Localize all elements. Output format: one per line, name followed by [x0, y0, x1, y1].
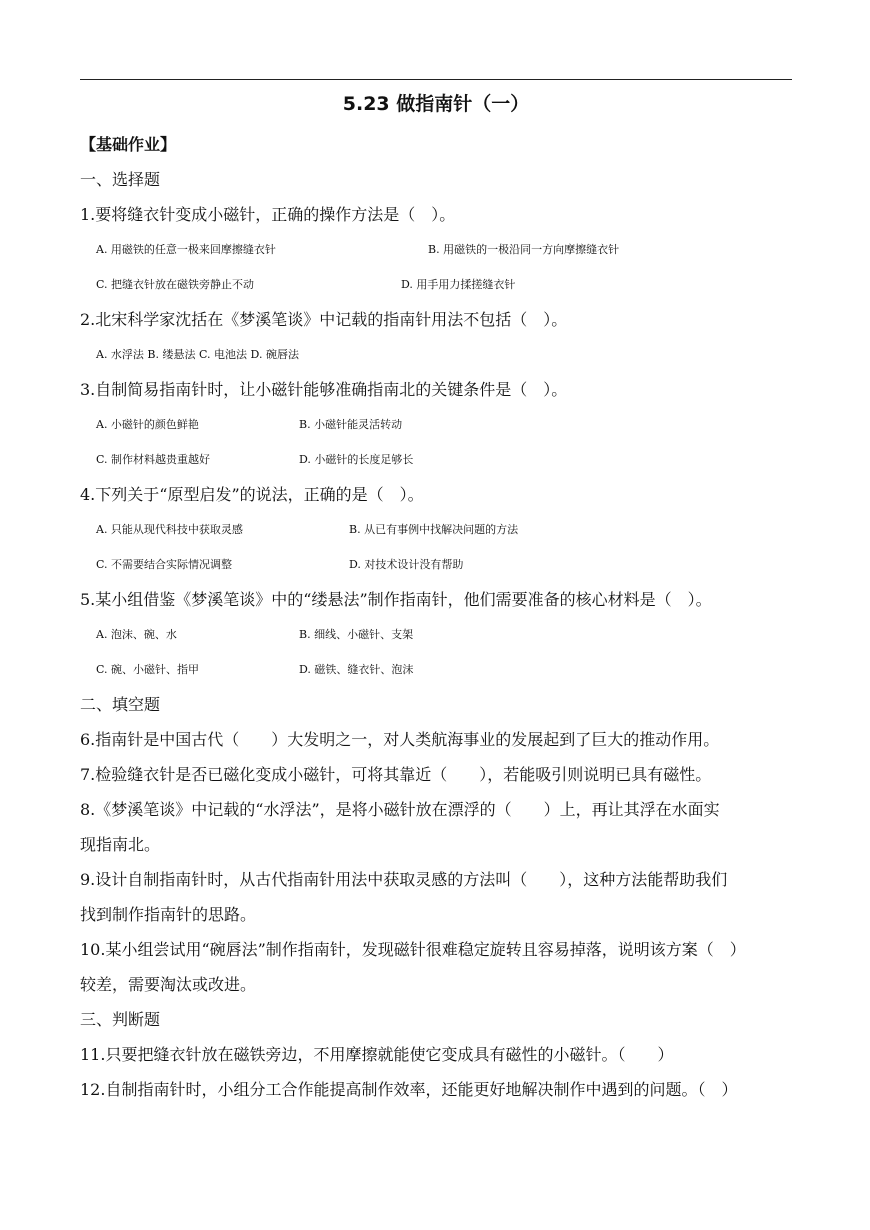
q3-options-row1	[96, 413, 808, 437]
q8-text-line1: 8.《梦溪笔谈》中记载的“水浮法”，是将小磁针放在漂浮的（ ）上，再让其浮在水面实	[80, 800, 720, 819]
part-choice-heading: 一、选择题	[80, 170, 161, 189]
q5-option-a: A. 泡沫、碗、水	[96, 628, 177, 641]
q4-option-a: A. 只能从现代科技中获取灵感	[96, 523, 243, 536]
q4-stem: 4.下列关于“原型启发”的说法，正确的是（ ）。	[80, 485, 424, 504]
q3-option-c: C. 制作材料越贵重越好	[96, 453, 211, 466]
q3-option-b: B. 小磁针能灵活转动	[299, 418, 403, 431]
section-basic-heading: 【基础作业】	[80, 135, 177, 154]
part-judge-heading: 三、判断题	[80, 1010, 161, 1029]
q9-text-line2: 找到制作指南针的思路。	[80, 905, 257, 924]
q3-stem: 3.自制简易指南针时，让小磁针能够准确指南北的关键条件是（ ）。	[80, 380, 568, 399]
q1-options-row2	[96, 273, 808, 297]
q1-option-a: A. 用磁铁的任意一极来回摩擦缝衣针	[96, 243, 276, 256]
q3-option-d: D. 小磁针的长度足够长	[299, 453, 414, 466]
q5-option-d: D. 磁铁、缝衣针、泡沫	[299, 663, 414, 676]
q9-text-line1: 9.设计自制指南针时，从古代指南针用法中获取灵感的方法叫（ ），这种方法能帮助我们	[80, 870, 728, 889]
q5-stem: 5.某小组借鉴《梦溪笔谈》中的“缕悬法”制作指南针，他们需要准备的核心材料是（ ）。	[80, 590, 712, 609]
q5-options-row2	[96, 658, 808, 682]
q1-stem: 1.要将缝衣针变成小磁针，正确的操作方法是（ ）。	[80, 205, 456, 224]
q2-options: A. 水浮法 B. 缕悬法 C. 电池法 D. 碗唇法	[96, 348, 299, 361]
q5-options-row1	[96, 623, 808, 647]
q1-options-row1	[96, 238, 808, 262]
q10-text-line2: 较差，需要淘汰或改进。	[80, 975, 257, 994]
q7-text: 7.检验缝衣针是否已磁化变成小磁针，可将其靠近（ ），若能吸引则说明已具有磁性。	[80, 765, 712, 784]
q1-option-b: B. 用磁铁的一极沿同一方向摩擦缝衣针	[428, 243, 620, 256]
q4-options-row2	[96, 553, 808, 577]
q4-option-c: C. 不需要结合实际情况调整	[96, 558, 233, 571]
q4-option-b: B. 从已有事例中找解决问题的方法	[349, 523, 519, 536]
q11-text: 11.只要把缝衣针放在磁铁旁边，不用摩擦就能使它变成具有磁性的小磁针。（ ）	[80, 1045, 674, 1064]
q1-option-d: D. 用手用力揉搓缝衣针	[401, 278, 516, 291]
header-rule	[80, 79, 792, 80]
part-fill-heading: 二、填空题	[80, 695, 161, 714]
q1-option-c: C. 把缝衣针放在磁铁旁静止不动	[96, 278, 255, 291]
q12-text: 12.自制指南针时，小组分工合作能提高制作效率，还能更好地解决制作中遇到的问题。（ ）	[80, 1080, 738, 1099]
page-title: 5.23 做指南针（一）	[342, 93, 530, 115]
q6-text: 6.指南针是中国古代（ ）大发明之一，对人类航海事业的发展起到了巨大的推动作用。	[80, 730, 720, 749]
q4-options-row1	[96, 518, 808, 542]
q4-option-d: D. 对技术设计没有帮助	[349, 558, 464, 571]
q10-text-line1: 10.某小组尝试用“碗唇法”制作指南针，发现磁针很难稳定旋转且容易掉落，说明该方案（ ）	[80, 940, 746, 959]
q5-option-c: C. 碗、小磁针、指甲	[96, 663, 200, 676]
q3-option-a: A. 小磁针的颜色鲜艳	[96, 418, 199, 431]
q5-option-b: B. 细线、小磁针、支架	[299, 628, 414, 641]
q3-options-row2	[96, 448, 808, 472]
q2-stem: 2.北宋科学家沈括在《梦溪笔谈》中记载的指南针用法不包括（ ）。	[80, 310, 568, 329]
q8-text-line2: 现指南北。	[80, 835, 161, 854]
